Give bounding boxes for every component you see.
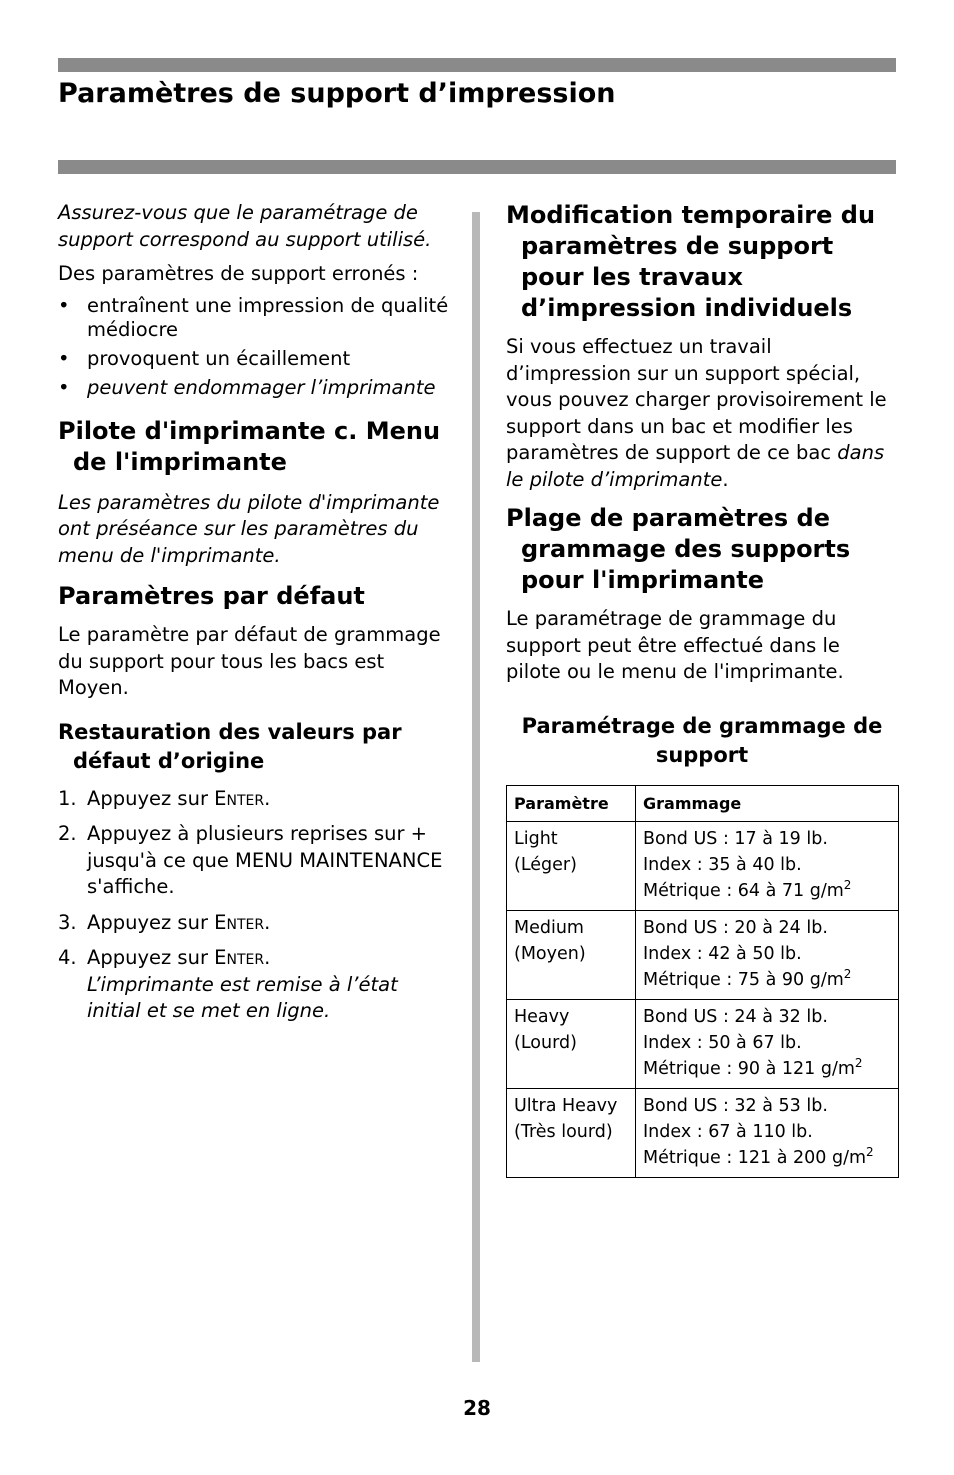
- header-rule-bottom: [58, 160, 896, 174]
- enter-key: Enter: [214, 786, 265, 810]
- defaults-heading: Paramètres par défaut: [58, 582, 365, 610]
- row-parameter: Heavy (Lourd): [507, 999, 636, 1088]
- wrong-settings-intro: Des paramètres de support erronés :: [58, 262, 419, 285]
- row-weight: Bond US : 17 à 19 lb. Index : 35 à 40 lb. Métrique : 64 à 71 $g/m^2$: [636, 821, 899, 910]
- table-row: [507, 1088, 899, 1177]
- step-3: 3. Appuyez sur Enter.: [58, 910, 271, 934]
- table-title: Paramétrage de grammage de support: [521, 713, 883, 767]
- bullet-icon: •: [58, 346, 70, 370]
- temporary-change-heading: Modification temporaire du paramètres de support pour les travaux d’impression individuels: [506, 201, 876, 322]
- step-4: 4. Appuyez sur Enter. L’imprimante est remise à l’état initial et se met en ligne.: [58, 946, 398, 1022]
- row-weight: Bond US : 24 à 32 lb. Index : 50 à 67 lb. Métrique : 90 à 121 $g/m^2$: [636, 999, 899, 1088]
- step-2: 2. Appuyez à plusieurs reprises sur + jusqu'à ce que MENU MAINTENANCE s'affiche.: [58, 822, 443, 898]
- list-item: • provoquent un écaillement: [58, 346, 351, 370]
- weight-range-text: Le paramétrage de grammage du support peut être effectué dans le pilote ou le menu de l'imprimante.: [506, 607, 844, 683]
- list-item: • entraînent une impression de qualité médiocre: [58, 293, 449, 341]
- column-header-parameter: Paramètre: [507, 785, 636, 821]
- driver-vs-menu-heading: Pilote d'imprimante c. Menu de l'imprimante: [58, 416, 441, 476]
- table-row: [507, 821, 899, 910]
- row-parameter: Medium (Moyen): [507, 910, 636, 999]
- column-divider: [472, 212, 480, 1362]
- list-item: • peuvent endommager l’imprimante: [58, 375, 436, 399]
- enter-key: Enter: [214, 910, 265, 934]
- row-parameter: Ultra Heavy (Très lourd): [507, 1088, 636, 1177]
- table-header-row: [507, 785, 899, 821]
- column-header-weight: Grammage: [636, 785, 899, 821]
- row-weight: Bond US : 32 à 53 lb. Index : 67 à 110 lb. Métrique : 121 à 200 $g/m^2$: [636, 1088, 899, 1177]
- enter-key: Enter: [214, 946, 265, 969]
- temporary-change-text: Si vous effectuez un travail d’impression sur un support spécial, vous pouvez charger provisoirement le support dans un bac et modifier les paramètres de support de ce bac dans le pilote d’imprimante.: [506, 335, 887, 491]
- defaults-text: Le paramètre par défaut de grammage du support pour tous les bacs est Moyen.: [58, 623, 441, 699]
- table-row: [507, 910, 899, 999]
- bullet-icon: •: [58, 293, 70, 317]
- restore-heading: Restauration des valeurs par défaut d’origine: [58, 719, 402, 773]
- row-parameter: Light (Léger): [507, 821, 636, 910]
- intro-note: Assurez-vous que le paramétrage de support correspond au support utilisé.: [58, 201, 432, 251]
- consequences-list: [58, 294, 450, 400]
- restore-steps: [58, 786, 450, 1025]
- right-column: [506, 200, 898, 1178]
- media-weight-table: [506, 785, 899, 1178]
- weight-range-heading: Plage de paramètres de grammage des supports pour l'imprimante: [506, 504, 851, 594]
- step-1: 1. Appuyez sur Enter.: [58, 786, 271, 810]
- driver-priority-note: Les paramètres du pilote d'imprimante ont préséance sur les paramètres du menu de l'imprimante.: [58, 490, 440, 567]
- step-4-note: L’imprimante est remise à l’état initial et se met en ligne.: [87, 972, 398, 1022]
- row-weight: Bond US : 20 à 24 lb. Index : 42 à 50 lb. Métrique : 75 à 90 $g/m^2$: [636, 910, 899, 999]
- header-rule-top: [58, 58, 896, 72]
- page-number: 28: [463, 1396, 491, 1420]
- page-title: Paramètres de support d’impression: [58, 78, 616, 109]
- table-row: [507, 999, 899, 1088]
- bullet-icon: •: [58, 375, 70, 399]
- left-column: [58, 200, 450, 1034]
